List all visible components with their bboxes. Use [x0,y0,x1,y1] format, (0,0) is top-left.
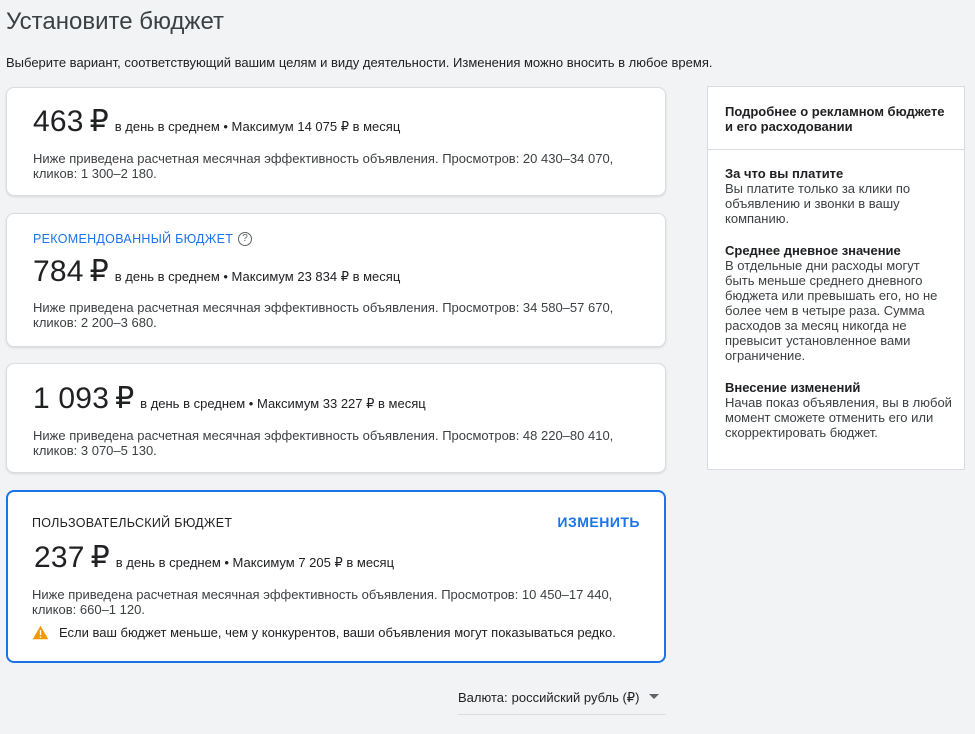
price-row [33,381,426,416]
performance-estimate: Ниже приведена расчетная месячная эффективность объявления. Просмотров: 20 430–34 070, кликов: 1 300–2 180. [33,151,614,181]
recommended-label-text: РЕКОМЕНДОВАННЫЙ БЮДЖЕТ [33,232,234,246]
performance-estimate: Ниже приведена расчетная месячная эффективность объявления. Просмотров: 48 220–80 410, кликов: 3 070–5 130. [33,428,614,458]
help-circle-icon[interactable]: ? [238,232,252,246]
dropdown-arrow-icon[interactable] [649,694,659,699]
change-button[interactable]: ИЗМЕНИТЬ [557,514,640,530]
budget-info-sidebar [707,86,965,470]
performance-estimate: Ниже приведена расчетная месячная эффективность объявления. Просмотров: 10 450–17 440, кликов: 660–1 120. [32,587,613,617]
low-budget-warning [32,625,616,640]
daily-amount: 237 [34,541,85,574]
budget-option-3[interactable] [6,363,666,473]
budget-option-recommended[interactable] [6,213,666,347]
price-meta: в день в среднем • Максимум 33 227 ₽ в месяц [140,396,426,411]
daily-amount: 784 [33,255,84,288]
page-title: Установите бюджет [6,8,225,35]
currency-label: Валюта: [458,690,508,705]
price-meta: в день в среднем • Максимум 7 205 ₽ в месяц [115,555,395,570]
sidebar-body [708,150,964,440]
sidebar-heading: Подробнее о рекламном бюджете и его расходовании [708,87,964,150]
currency-select[interactable] [458,690,666,715]
daily-amount: 1 093 [33,382,110,415]
warning-text: Если ваш бюджет меньше, чем у конкурентов, ваши объявления могут показываться редко. [59,625,616,640]
sidebar-section-daily-average [725,243,952,363]
sidebar-section-text: Начав показ объявления, вы в любой момент сможете отменить его или скорректировать бюджет. [725,395,952,440]
price-row [33,254,400,289]
currency-sign: ₽ [89,105,109,138]
currency-sign: ₽ [89,255,109,288]
performance-estimate: Ниже приведена расчетная месячная эффективность объявления. Просмотров: 34 580–57 670, кликов: 2 200–3 680. [33,300,614,330]
sidebar-section-title: За что вы платите [725,166,844,181]
recommended-label [33,232,252,246]
sidebar-section-text: В отдельные дни расходы могут быть меньше среднего дневного бюджета или превышать его, но не более чем в четыре раза. Сумма расходов за месяц никогда не превысит установленное вами ограничение. [725,258,938,363]
budget-option-custom[interactable] [6,490,666,663]
currency-sign: ₽ [115,382,135,415]
sidebar-section-changes [725,380,952,440]
currency-value: российский рубль (₽) [511,690,640,705]
price-meta: в день в среднем • Максимум 23 834 ₽ в месяц [114,269,401,284]
price-row [33,104,400,139]
warning-triangle-icon [32,625,49,640]
currency-sign: ₽ [90,541,110,574]
page-subtitle: Выберите вариант, соответствующий вашим целям и виду деятельности. Изменения можно вносить в любое время. [6,55,713,70]
sidebar-section-title: Среднее дневное значение [725,243,901,258]
daily-amount: 463 [33,105,84,138]
custom-budget-label: ПОЛЬЗОВАТЕЛЬСКИЙ БЮДЖЕТ [32,516,233,530]
sidebar-section-text: Вы платите только за клики по объявлению и звонки в вашу компанию. [725,181,911,226]
price-row [34,540,394,575]
sidebar-section-title: Внесение изменений [725,380,861,395]
budget-option-1[interactable] [6,87,666,196]
sidebar-section-payment [725,166,952,226]
price-meta: в день в среднем • Максимум 14 075 ₽ в месяц [114,119,401,134]
